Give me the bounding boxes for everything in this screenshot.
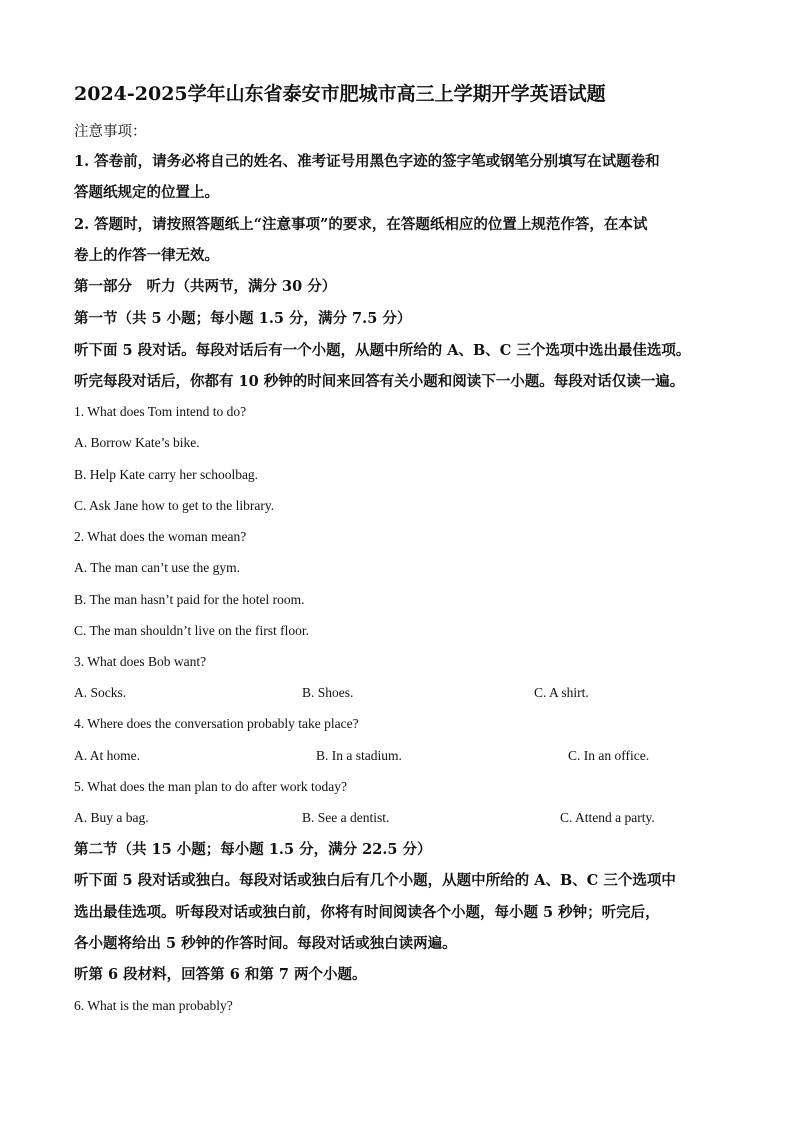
- section2-instruction-line-2: 选出最佳选项。听每段对话或独白前，你将有时间阅读各个小题，每小题 5 秒钟；听完后，: [74, 904, 660, 921]
- question-4-option-c: C. In an office.: [568, 748, 650, 763]
- question-3-stem: 3. What does Bob want?: [74, 654, 207, 669]
- section1-heading: 第一节（共 5 小题；每小题 1.5 分，满分 7.5 分）: [74, 310, 412, 327]
- section2-instruction-line-3: 各小题将给出 5 秒钟的作答时间。每段对话或独白读两遍。: [74, 935, 457, 952]
- question-1-option-c: C. Ask Jane how to get to the library.: [74, 498, 275, 513]
- notice-heading: 注意事项：: [74, 124, 147, 140]
- section1-instruction-line-2: 听完每段对话后，你都有 10 秒钟的时间来回答有关小题和阅读下一小题。每段对话仅读一遍。: [74, 373, 685, 390]
- question-3-option-b: B. Shoes.: [302, 685, 354, 700]
- question-2-stem: 2. What does the woman mean?: [74, 529, 247, 544]
- notice-item-2-line-2: 卷上的作答一律无效。: [74, 247, 219, 264]
- material-6-instruction: 听第 6 段材料，回答第 6 和第 7 两个小题。: [74, 966, 367, 983]
- exam-title: 2024-2025学年山东省泰安市肥城市高三上学期开学英语试题: [74, 83, 606, 105]
- notice-item-2-line-1: 2. 答题时，请按照答题纸上“注意事项”的要求，在答题纸相应的位置上规范作答，在本试: [74, 216, 648, 233]
- question-5-option-b: B. See a dentist.: [302, 810, 390, 825]
- question-2-option-c: C. The man shouldn’t live on the first floor.: [74, 623, 309, 638]
- question-5-stem: 5. What does the man plan to do after work today?: [74, 779, 348, 794]
- notice-item-1-line-2: 答题纸规定的位置上。: [74, 184, 219, 201]
- question-4-stem: 4. Where does the conversation probably take place?: [74, 716, 359, 731]
- question-2-option-b: B. The man hasn’t paid for the hotel room.: [74, 592, 305, 607]
- question-1-stem: 1. What does Tom intend to do?: [74, 404, 247, 419]
- part1-heading: 第一部分 听力（共两节，满分 30 分）: [74, 278, 337, 295]
- question-4-option-a: A. At home.: [74, 748, 140, 763]
- question-6-stem: 6. What is the man probably?: [74, 998, 233, 1013]
- section2-heading: 第二节（共 15 小题；每小题 1.5 分，满分 22.5 分）: [74, 841, 432, 858]
- notice-item-1-line-1: 1. 答卷前，请务必将自己的姓名、准考证号用黑色字迹的签字笔或钢笔分别填写在试题卷和: [74, 153, 660, 170]
- question-3-option-a: A. Socks.: [74, 685, 127, 700]
- question-5-option-c: C. Attend a party.: [560, 810, 655, 825]
- section1-instruction-line-1: 听下面 5 段对话。每段对话后有一个小题，从题中所给的 A、B、C 三个选项中选出最佳选项。: [74, 342, 691, 359]
- question-5-option-a: A. Buy a bag.: [74, 810, 149, 825]
- question-1-option-a: A. Borrow Kate’s bike.: [74, 435, 200, 450]
- question-4-option-b: B. In a stadium.: [316, 748, 402, 763]
- section2-instruction-line-1: 听下面 5 段对话或独白。每段对话或独白后有几个小题，从题中所给的 A、B、C 三个选项中: [74, 872, 676, 889]
- question-3-option-c: C. A shirt.: [534, 685, 589, 700]
- question-1-option-b: B. Help Kate carry her schoolbag.: [74, 467, 259, 482]
- question-2-option-a: A. The man can’t use the gym.: [74, 560, 240, 575]
